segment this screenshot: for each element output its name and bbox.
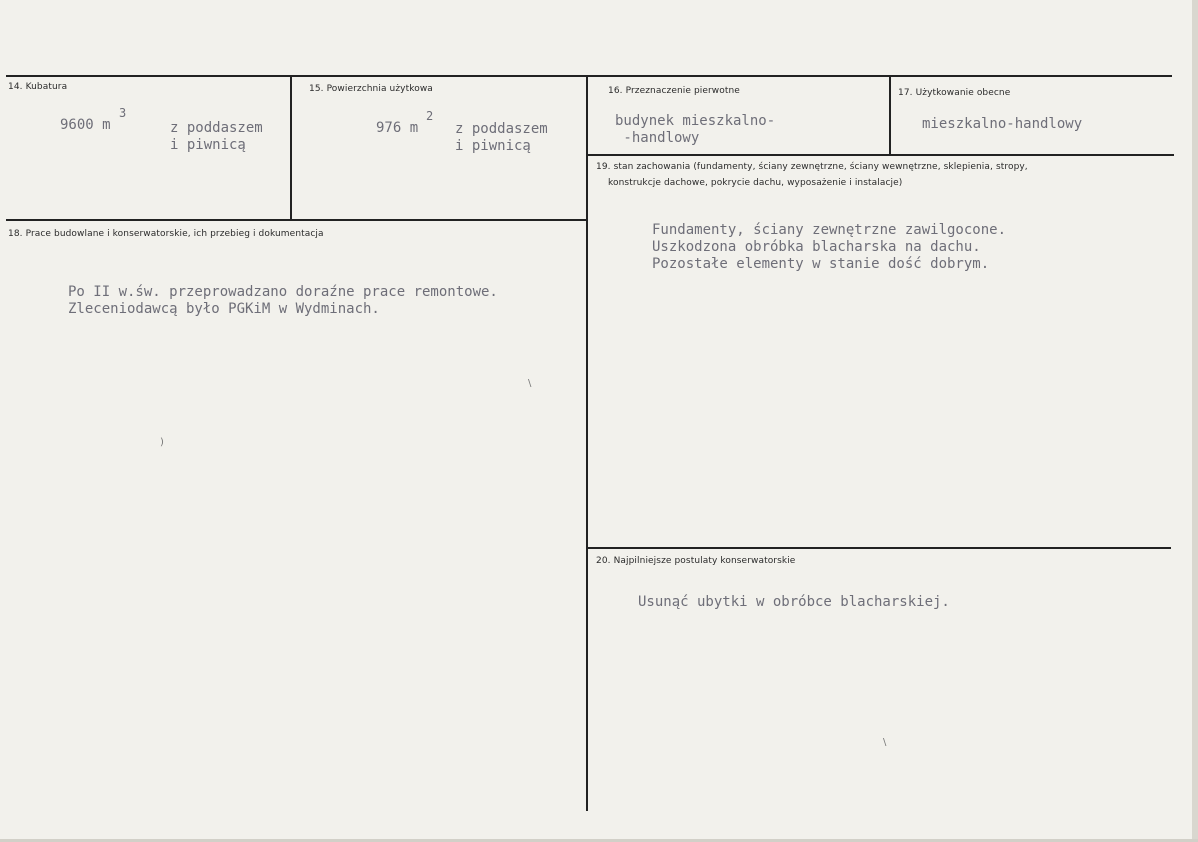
field-20-label: 20. Najpilniejsze postulaty konserwatorskie	[596, 556, 796, 566]
card-edge-right	[1192, 0, 1198, 842]
main-divider	[586, 77, 588, 811]
field-16-value: budynek mieszkalno- -handlowy	[615, 113, 776, 146]
field-18-text: Po II w.św. przeprowadzano doraźne prace remontowe. Zleceniodawcą było PGKiM w Wydminach.	[68, 284, 498, 317]
field-14-value: 9600 m	[60, 117, 111, 133]
print-speck: )	[160, 437, 164, 448]
field-16-label: 16. Przeznaczenie pierwotne	[608, 86, 740, 96]
rule-below-14-15	[6, 219, 588, 221]
field-14-note: z poddaszem i piwnicą	[170, 120, 263, 153]
field-20-text: Usunąć ubytki w obróbce blacharskiej.	[638, 594, 950, 610]
field-19-text: Fundamenty, ściany zewnętrzne zawilgocone. Uszkodzona obróbka blacharska na dachu. Pozostałe elementy w stanie dość dobrym.	[652, 222, 1007, 272]
field-18-label: 18. Prace budowlane i konserwatorskie, ich przebieg i dokumentacja	[8, 229, 324, 239]
field-17-value: mieszkalno-handlowy	[922, 116, 1083, 132]
divider-14-15	[290, 77, 292, 220]
divider-16-17	[889, 77, 891, 155]
field-17-label: 17. Użytkowanie obecne	[898, 88, 1011, 98]
rule-above-20	[588, 547, 1171, 549]
field-19-label-line2: konstrukcje dachowe, pokrycie dachu, wyposażenie i instalacje)	[608, 178, 903, 188]
field-15-value: 976 m	[376, 120, 419, 136]
print-speck: \	[528, 378, 532, 389]
field-14-unit-exponent: 3	[119, 106, 127, 120]
field-15-note: z poddaszem i piwnicą	[455, 121, 548, 154]
rule-below-16-17	[588, 154, 1174, 156]
field-14-label: 14. Kubatura	[8, 82, 68, 92]
print-speck: \	[883, 737, 887, 748]
field-15-label: 15. Powierzchnia użytkowa	[309, 84, 433, 94]
top-rule	[6, 75, 1172, 77]
field-15-unit-exponent: 2	[426, 109, 434, 123]
field-19-label-line1: 19. stan zachowania (fundamenty, ściany zewnętrzne, ściany wewnętrzne, sklepienia, stropy,	[596, 162, 1028, 172]
